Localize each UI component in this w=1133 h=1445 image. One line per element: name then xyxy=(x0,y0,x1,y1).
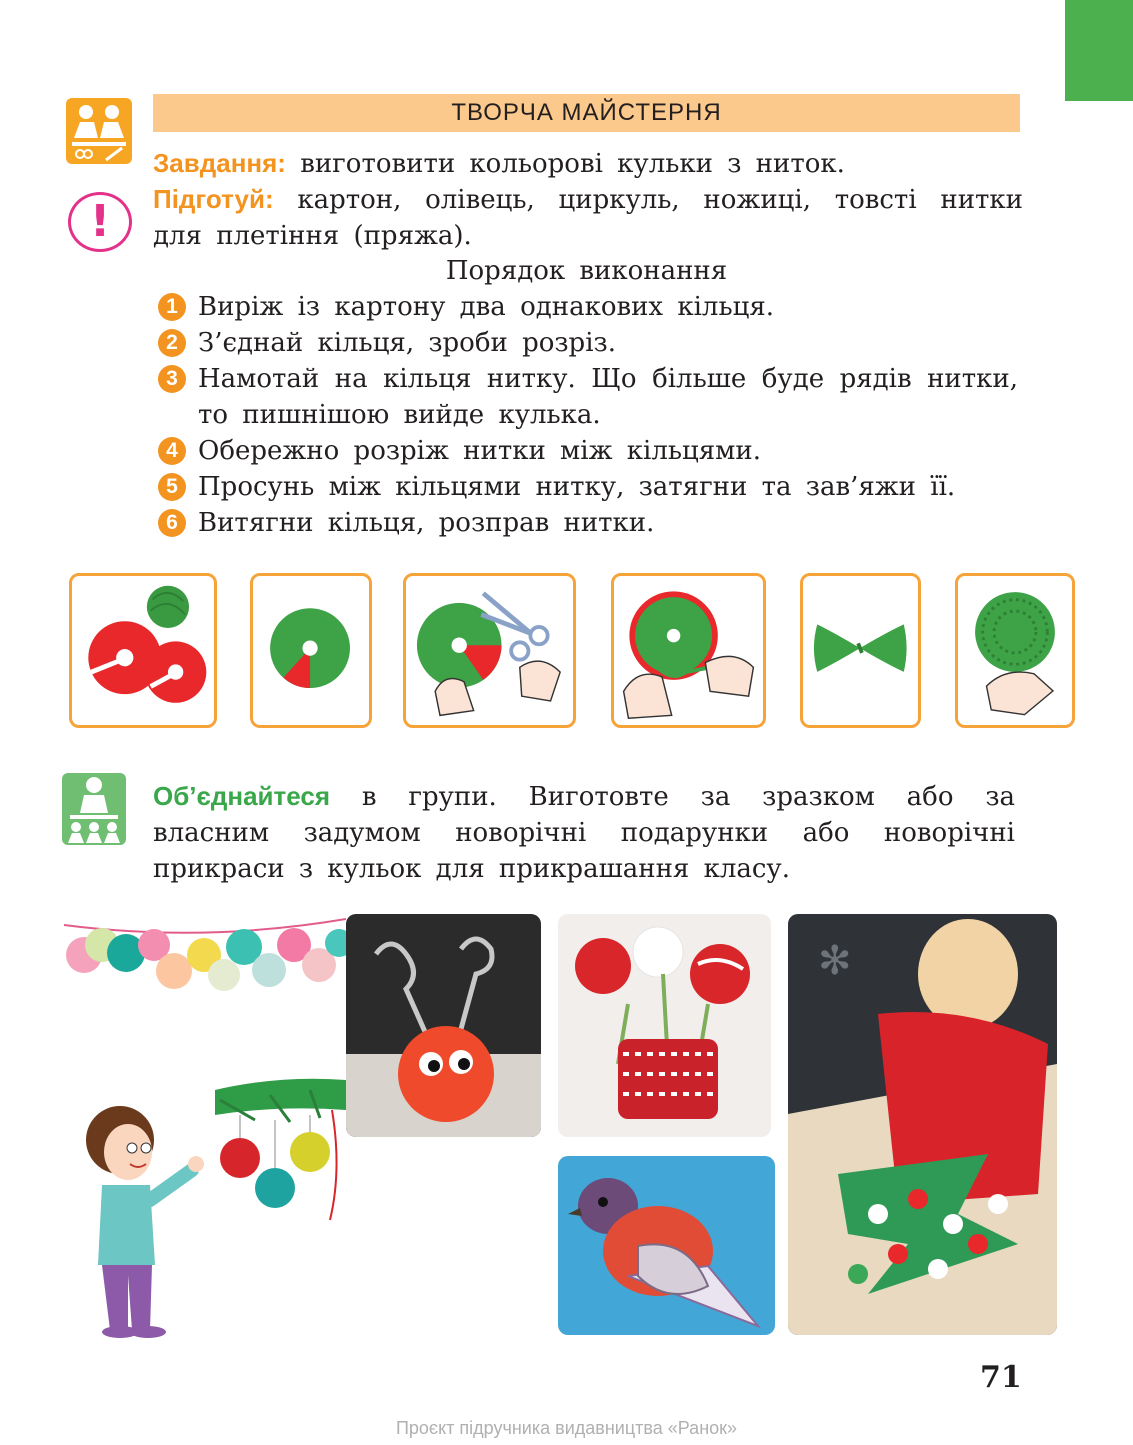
prepare-line xyxy=(153,181,1023,254)
footer-note: Проєкт підручника видавництва «Ранок» xyxy=(395,1418,738,1438)
step-item xyxy=(158,361,1028,433)
step-text: Намотай на кільця нитку. Що більше буде рядів нитки, то пишнішою вийде кулька. xyxy=(198,364,1018,430)
step-number: 6 xyxy=(158,509,186,537)
step-illustration-4 xyxy=(611,573,766,728)
step-text: Витягни кільця, розправ нитки. xyxy=(198,508,655,538)
exclamation-icon: ! xyxy=(68,192,132,252)
step-illustration-3 xyxy=(403,573,576,728)
pompom-garland-illustration xyxy=(64,915,346,1015)
group-task-text xyxy=(153,778,1015,887)
step-illustration-1 xyxy=(69,573,217,728)
step-item xyxy=(158,505,1028,541)
banner-title: ТВОРЧА МАЙСТЕРНЯ xyxy=(451,99,722,126)
pompom-flowers-photo xyxy=(558,914,771,1137)
step-number: 2 xyxy=(158,329,186,357)
step-text: Виріж із картону два однакових кільця. xyxy=(198,292,774,322)
order-title: Порядок виконання xyxy=(445,256,728,286)
step-illustration-5 xyxy=(800,573,921,728)
step-item xyxy=(158,433,1028,469)
chapter-tab xyxy=(1065,0,1133,101)
group-work-icon xyxy=(62,773,126,845)
step-number: 1 xyxy=(158,293,186,321)
step-text: Обережно розріж нитки між кільцями. xyxy=(198,436,761,466)
step-number: 4 xyxy=(158,437,186,465)
boy-decorating-illustration xyxy=(80,1060,346,1340)
step-illustration-2 xyxy=(250,573,372,728)
task-label: Завдання: xyxy=(153,148,286,178)
svg-text:✻: ✻ xyxy=(818,938,852,984)
task-text: виготовити кольорові кульки з ниток. xyxy=(285,149,845,179)
child-pompom-tree-photo xyxy=(788,914,1057,1335)
prepare-label: Підготуй: xyxy=(153,184,274,214)
steps-list xyxy=(158,289,1028,541)
step-item xyxy=(158,469,1028,505)
step-item xyxy=(158,289,1028,325)
prepare-text: картон, олівець, циркуль, ножиці, товсті нитки для плетіння (пряжа). xyxy=(153,185,1023,251)
pompom-creature-photo xyxy=(346,914,541,1137)
group-task-body: в групи. Виготовте за зразком або за власним задумом новорічні подарунки або новорічні прикраси з кульок для прикрашання класу. xyxy=(153,782,1015,884)
step-item xyxy=(158,325,1028,361)
page-number: 71 xyxy=(980,1360,1022,1395)
step-illustration-6 xyxy=(955,573,1075,728)
step-text: Просунь між кільцями нитку, затягни та зав’яжи її. xyxy=(198,472,956,502)
task-line xyxy=(153,145,1023,182)
group-task-label: Об’єднайтеся xyxy=(153,781,330,811)
section-banner xyxy=(153,94,1020,132)
workshop-icon xyxy=(66,98,132,164)
step-text: З’єднай кільця, зроби розріз. xyxy=(198,328,616,358)
pompom-bird-photo xyxy=(558,1156,775,1335)
step-number: 3 xyxy=(158,365,186,393)
step-number: 5 xyxy=(158,473,186,501)
